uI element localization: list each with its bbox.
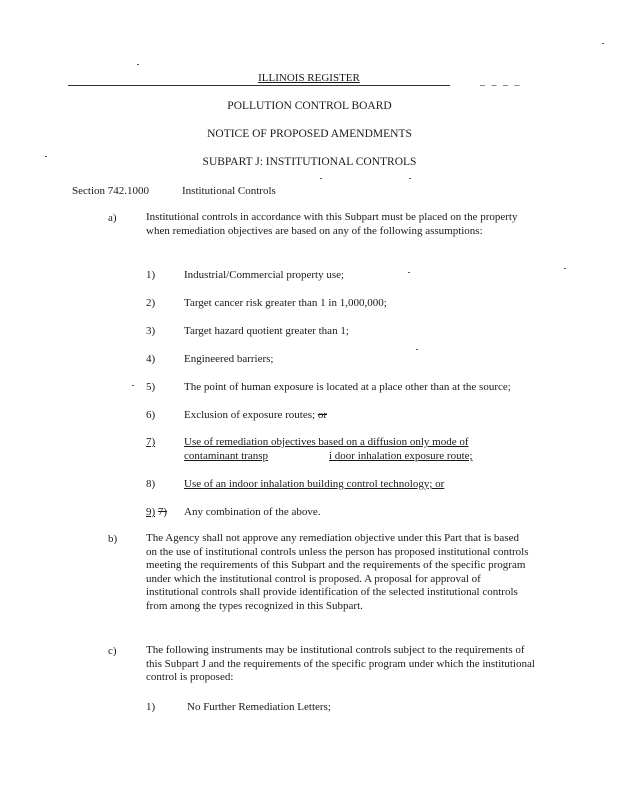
item-a2-num: 2)	[146, 297, 156, 309]
register-title: ILLINOIS REGISTER	[258, 72, 360, 84]
scan-speck	[602, 43, 604, 44]
item-a3-text: Target hazard quotient greater than 1;	[184, 325, 349, 337]
subsection-c-label: c)	[108, 645, 117, 657]
header-rule	[68, 85, 450, 86]
item-c1-num: 1)	[146, 701, 156, 713]
notice-heading: NOTICE OF PROPOSED AMENDMENTS	[207, 128, 412, 140]
item-a7-line2-end: i door inhalation exposure route;	[329, 450, 473, 462]
item-a7-line1: Use of remediation objectives based on a diffusion only mode of	[184, 436, 469, 448]
header-margin-marks: _ _ _ _	[480, 76, 522, 87]
subsection-b-label: b)	[108, 533, 118, 545]
item-a4-num: 4)	[146, 353, 156, 365]
subsection-b-text: The Agency shall not approve any remediation objective under this Part that is based on the use of institutional controls unless the person has proposed institutional controls meeting the requirements of this Subpart and the requirements of the specific program under which the institutional control is proposed. A proposal for approval of institutional controls shall provide identification of the selected institutional controls from among the types recognized in this Subpart.	[146, 532, 529, 612]
item-a5-num: 5)	[146, 381, 156, 393]
item-a7-line2-start: contaminant transp	[184, 450, 269, 462]
scan-speck	[45, 156, 47, 157]
item-a8-num: 8)	[146, 478, 156, 490]
old-number: 7)	[157, 506, 168, 518]
subsection-c-text: The following instruments may be institutional controls subject to the requirements of this Subpart J and the requirements of the specific program under which the institutional control is proposed:	[146, 644, 535, 684]
item-a8-text: Use of an indoor inhalation building control technology; or	[184, 478, 445, 490]
deleted-or: or	[317, 409, 327, 421]
new-number: 9)	[146, 506, 156, 518]
item-a2-text: Target cancer risk greater than 1 in 1,000,000;	[184, 297, 387, 309]
scan-speck	[408, 272, 410, 273]
item-a1-text: Industrial/Commercial property use;	[184, 269, 345, 281]
section-title: Institutional Controls	[182, 185, 276, 197]
subsection-a-label: a)	[108, 212, 117, 224]
item-a4-text: Engineered barriers;	[184, 353, 274, 365]
item-a6-body: Exclusion of exposure routes;	[184, 409, 316, 421]
scan-speck	[132, 385, 134, 386]
item-c1-text: No Further Remediation Letters;	[187, 701, 331, 713]
item-a6-text	[184, 408, 327, 422]
scan-speck	[320, 178, 322, 179]
scan-speck	[137, 64, 139, 65]
section-number: Section 742.1000	[72, 185, 149, 197]
subpart-heading: SUBPART J: INSTITUTIONAL CONTROLS	[202, 156, 417, 168]
board-heading: POLLUTION CONTROL BOARD	[227, 100, 392, 112]
item-a9-text: Any combination of the above.	[184, 506, 321, 518]
scan-speck	[416, 349, 418, 350]
item-a1-num: 1)	[146, 269, 156, 281]
scan-speck	[564, 268, 566, 269]
scan-speck	[409, 178, 411, 179]
item-a9-num	[146, 505, 167, 519]
item-a5-text: The point of human exposure is located at a place other than at the source;	[184, 381, 511, 393]
item-a7-num: 7)	[146, 436, 156, 448]
subsection-a-text: Institutional controls in accordance with this Subpart must be placed on the property when remediation objectives are based on any of the following assumptions:	[146, 211, 518, 237]
item-a6-num: 6)	[146, 409, 156, 421]
item-a3-num: 3)	[146, 325, 156, 337]
